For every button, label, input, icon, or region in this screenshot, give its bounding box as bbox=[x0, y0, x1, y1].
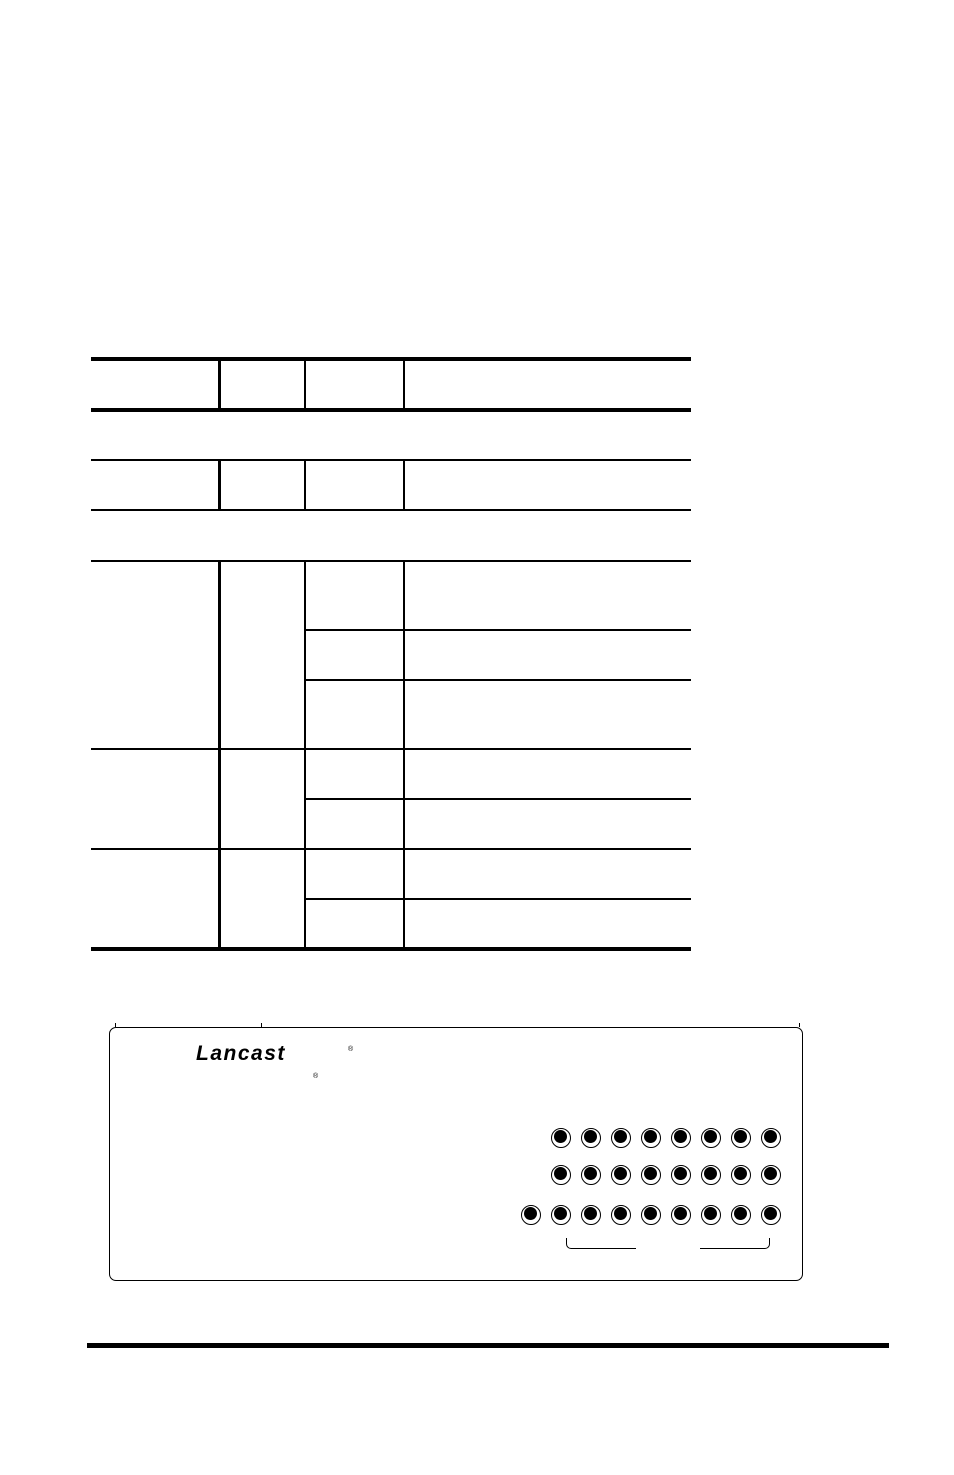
led-indicator-bottom-5 bbox=[641, 1205, 661, 1225]
table-column-rule bbox=[403, 560, 405, 951]
led-indicator-top-8 bbox=[761, 1128, 781, 1148]
port-group-bracket bbox=[700, 1238, 770, 1249]
table-column-rule bbox=[403, 357, 405, 412]
led-indicator-bottom-3 bbox=[581, 1205, 601, 1225]
led-indicator-top-3 bbox=[611, 1128, 631, 1148]
led-indicator-bottom-6 bbox=[671, 1205, 691, 1225]
led-indicator-middle-8 bbox=[761, 1165, 781, 1185]
page-footer-rule bbox=[87, 1343, 889, 1348]
led-indicator-middle-4 bbox=[641, 1165, 661, 1185]
led-indicator-top-2 bbox=[581, 1128, 601, 1148]
led-indicator-middle-1 bbox=[551, 1165, 571, 1185]
table-column-rule bbox=[304, 560, 306, 951]
table-row-rule bbox=[306, 898, 691, 900]
registered-mark-small: ® bbox=[313, 1073, 319, 1080]
table-bottom-rule bbox=[91, 947, 691, 951]
led-indicator-bottom-2 bbox=[551, 1205, 571, 1225]
led-indicator-middle-5 bbox=[671, 1165, 691, 1185]
led-indicator-top-6 bbox=[701, 1128, 721, 1148]
table-row-rule bbox=[306, 629, 691, 631]
led-indicator-top-4 bbox=[641, 1128, 661, 1148]
table-row-rule bbox=[306, 679, 691, 681]
table-header-bottom-rule bbox=[91, 408, 691, 412]
led-indicator-top-1 bbox=[551, 1128, 571, 1148]
port-group-bracket bbox=[566, 1238, 636, 1249]
table-row-rule bbox=[306, 798, 691, 800]
led-indicator-bottom-1 bbox=[521, 1205, 541, 1225]
table-column-rule bbox=[218, 459, 221, 511]
led-indicator-top-7 bbox=[731, 1128, 751, 1148]
led-indicator-bottom-9 bbox=[761, 1205, 781, 1225]
table-column-rule bbox=[218, 560, 221, 951]
switch-front-panel bbox=[109, 1027, 803, 1281]
table-top-rule bbox=[91, 357, 691, 361]
led-indicator-middle-2 bbox=[581, 1165, 601, 1185]
led-indicator-middle-7 bbox=[731, 1165, 751, 1185]
registered-mark: ® bbox=[348, 1046, 354, 1053]
led-indicator-middle-3 bbox=[611, 1165, 631, 1185]
table-column-rule bbox=[403, 459, 405, 511]
panel-corner-tick bbox=[799, 1023, 800, 1027]
table-group-rule bbox=[91, 848, 691, 850]
led-indicator-bottom-8 bbox=[731, 1205, 751, 1225]
led-indicator-bottom-7 bbox=[701, 1205, 721, 1225]
table-section-rule bbox=[91, 459, 691, 461]
table-section-rule bbox=[91, 509, 691, 511]
table-column-rule bbox=[218, 357, 221, 412]
led-indicator-middle-6 bbox=[701, 1165, 721, 1185]
table-column-rule bbox=[304, 459, 306, 511]
led-indicator-bottom-4 bbox=[611, 1205, 631, 1225]
brand-logo: Lancast bbox=[196, 1042, 286, 1065]
table-section-rule bbox=[91, 560, 691, 562]
led-indicator-top-5 bbox=[671, 1128, 691, 1148]
table-group-rule bbox=[91, 748, 691, 750]
table-column-rule bbox=[304, 357, 306, 412]
